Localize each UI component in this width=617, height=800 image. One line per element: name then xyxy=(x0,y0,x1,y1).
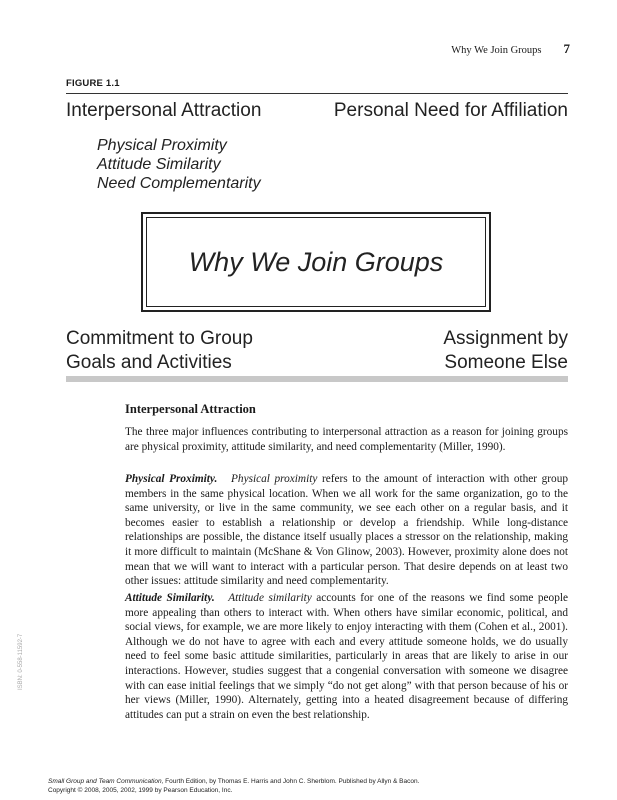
running-head xyxy=(300,41,570,57)
run-in-heading-attitude-similarity: Attitude Similarity. xyxy=(125,592,215,604)
sub-item-physical-proximity: Physical Proximity xyxy=(97,137,227,154)
body-physical-proximity: refers to the amount of interaction with other group members in the same physical location. When we all work for the same organization, go to the same university, or live in the same community, we see each other on a regular basis, and it becomes easier to establish a relationship or develop a friendship. While long-distance relationships are possible, the distance itself usually places a stressor on the relationship, making it more difficult to maintain (McShane & Von Glinow, 2003). However, proximity alone does not mean that we will want to interact with a particular person. That desire depends on at least two other issues: attitude similarity and need complementarity. xyxy=(125,473,568,588)
paragraph-physical-proximity xyxy=(125,472,568,589)
running-head-title: Why We Join Groups xyxy=(451,45,542,56)
commitment-line-2: Goals and Activities xyxy=(66,352,232,373)
term-attitude-similarity: Attitude similarity xyxy=(228,592,312,604)
paragraph-attitude-similarity xyxy=(125,591,568,722)
diagram-center-title: Why We Join Groups xyxy=(146,217,486,307)
diagram-center-box xyxy=(141,212,491,312)
diagram-assignment-by-someone xyxy=(340,327,568,375)
figure-bottom-rule xyxy=(66,376,568,382)
assignment-line-1: Assignment by xyxy=(443,328,568,349)
page-footer xyxy=(48,778,588,795)
footer-line-1 xyxy=(48,778,588,787)
footer-copyright: Copyright © 2008, 2005, 2002, 1999 by Pearson Education, Inc. xyxy=(48,786,233,794)
diagram-personal-need-affiliation: Personal Need for Affiliation xyxy=(333,100,568,121)
diagram-interpersonal-attraction: Interpersonal Attraction xyxy=(66,100,262,121)
figure-label: FIGURE 1.1 xyxy=(66,78,120,89)
page-number: 7 xyxy=(563,41,570,56)
diagram-sub-items xyxy=(97,136,261,193)
figure-top-rule xyxy=(66,93,568,94)
run-in-heading-physical-proximity: Physical Proximity. xyxy=(125,473,218,485)
paragraph-intro: The three major influences contributing to interpersonal attraction as a reason for joining groups are physical proximity, attitude similarity, and need complementarity (Miller, 1990). xyxy=(125,426,568,453)
footer-publication: Fourth Edition, by Thomas E. Harris and John C. Sherblom. Published by Allyn & Bacon. xyxy=(163,778,420,785)
margin-isbn: ISBN: 0-558-11592-7 xyxy=(18,633,24,690)
sub-item-need-complementarity: Need Complementarity xyxy=(97,175,261,192)
section-heading: Interpersonal Attraction xyxy=(125,402,256,416)
commitment-line-1: Commitment to Group xyxy=(66,328,253,349)
term-physical-proximity: Physical proximity xyxy=(231,473,318,485)
body-attitude-similarity: accounts for one of the reasons we find some people more appealing than others to interact with. When others have similar economic, political, and social views, for example, we are more likely to enjoy interacting with them (Cohen et al., 2001). Although we do not have to agree with each and every attitude someone holds, we do usually need to feel some basic attitude similarities, particularly in areas that are likely to arise in our interactions. However, studies suggest that a congenial conversation with someone we disagree with can ease initial feelings that we simply “do not get along” with that person because of his or her views (Miller, 1990). Alternately, getting into a heated disagreement because of differing attitudes can put a strain on even the best relationship. xyxy=(125,592,568,721)
diagram-commitment-to-group xyxy=(66,327,253,375)
footer-book-title: Small Group and Team Communication, xyxy=(48,778,164,785)
sub-item-attitude-similarity: Attitude Similarity xyxy=(97,156,221,173)
assignment-line-2: Someone Else xyxy=(444,352,568,373)
